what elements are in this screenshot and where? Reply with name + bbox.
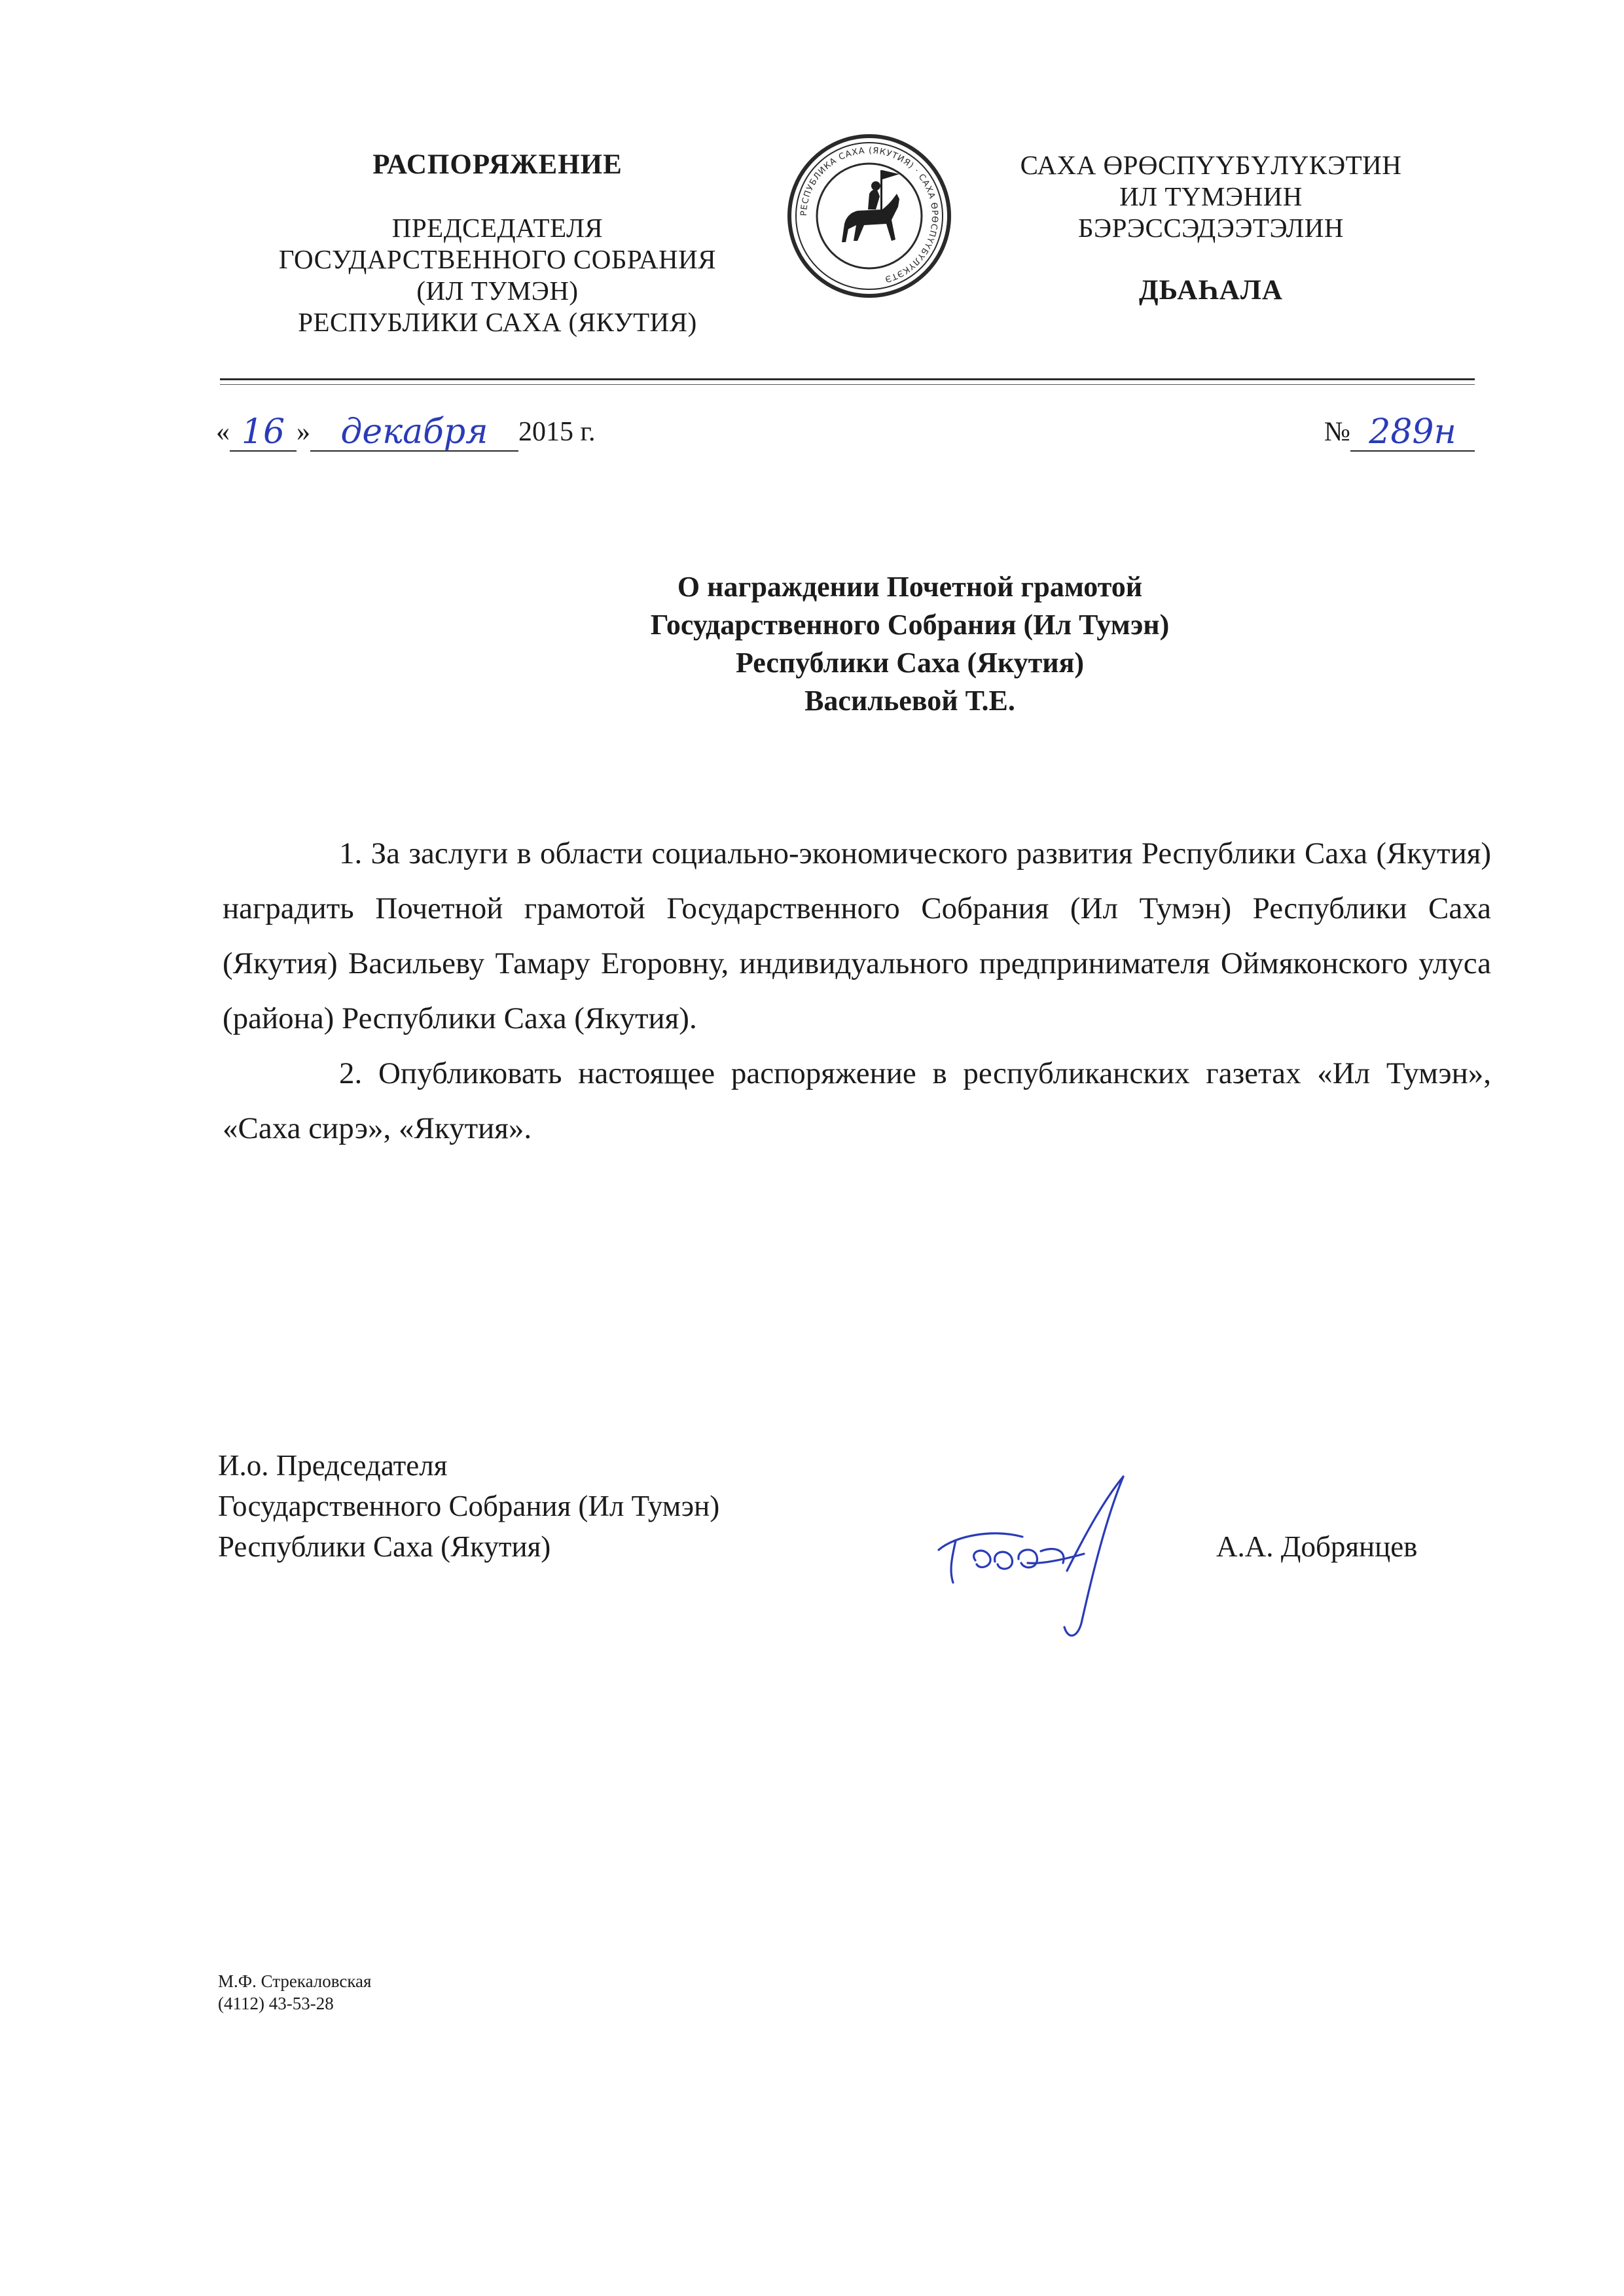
date-month-handwritten: декабря: [340, 412, 488, 452]
signatory-title-line-2: Государственного Собрания (Ил Тумэн): [218, 1490, 720, 1522]
document-type-title-yakut: ДЬАҺАЛА: [1139, 275, 1283, 306]
signatory-name: А.А. Добрянцев: [1216, 1530, 1418, 1563]
date-day-handwritten: 16: [241, 412, 285, 452]
date-open-quote: «: [216, 417, 230, 447]
number-handwritten: 289н: [1369, 412, 1456, 452]
signatory-title-line-3: Республики Саха (Якутия): [218, 1530, 551, 1563]
body-item-1: 1. За заслуги в области социально-экономического развития Республики Саха (Якутия) наградить Почетной грамотой Государственного Собрания (Ил Тумэн) Республики Саха (Якутия) Васильеву Тамару Егоровну, индивидуального предпринимателя Оймяконского улуса (района) Республики Саха (Якутия).: [223, 836, 1491, 1035]
republic-emblem: [784, 131, 954, 301]
signature-icon: [929, 1473, 1139, 1649]
signatory-title: [218, 1445, 719, 1567]
subject-line-4: Васильевой Т.Е.: [804, 685, 1015, 717]
subject-line-2: Государственного Собрания (Ил Тумэн): [650, 609, 1170, 641]
issuer-line-1: ПРЕДСЕДАТЕЛЯ: [391, 213, 604, 243]
subject-line-1: О награждении Почетной грамотой: [677, 571, 1143, 603]
issuer-yakut-line-1: САХА ӨРӨСПҮҮБҮЛҮКЭТИН: [1020, 150, 1402, 180]
document-number: [1324, 412, 1475, 452]
signatory-title-line-1: И.о. Председателя: [218, 1449, 448, 1482]
date-day-field: [230, 412, 297, 452]
executor-name: М.Ф. Стрекаловская: [218, 1971, 372, 1991]
header-left-block: [216, 149, 779, 338]
document-date: [216, 412, 596, 452]
date-month-field: [310, 412, 518, 452]
issuer-yakut-line-2: ИЛ ТҮМЭНИН: [1119, 181, 1303, 211]
issuer-yakut-line-3: БЭРЭССЭДЭЭТЭЛИН: [1078, 213, 1344, 243]
header-divider-thin: [220, 384, 1475, 385]
handwritten-signature: [929, 1473, 1139, 1649]
body-item-2: 2. Опубликовать настоящее распоряжение в республиканских газетах «Ил Тумэн», «Саха сирэ», «Якутия».: [223, 1056, 1491, 1145]
emblem-icon: [784, 131, 954, 301]
issuer-line-2: ГОСУДАРСТВЕННОГО СОБРАНИЯ: [278, 244, 717, 274]
date-close-quote: »: [297, 417, 310, 447]
subject-line-3: Республики Саха (Якутия): [735, 647, 1085, 679]
number-field: [1350, 412, 1475, 452]
executor-info: [218, 1970, 371, 2015]
document-body: [223, 826, 1491, 1156]
executor-phone: (4112) 43-53-28: [218, 1994, 334, 2013]
number-label: №: [1324, 417, 1350, 447]
issuer-line-4: РЕСПУБЛИКИ САХА (ЯКУТИЯ): [298, 307, 697, 337]
header-right-block: [975, 149, 1447, 306]
header-divider: [220, 378, 1475, 380]
issuer-line-3: (ИЛ ТУМЭН): [416, 276, 579, 306]
document-type-title: РАСПОРЯЖЕНИЕ: [372, 149, 623, 180]
document-subject: [393, 568, 1427, 720]
date-year: 2015 г.: [518, 417, 596, 447]
emblem-ring-text: РЕСПУБЛИКА САХА (ЯКУТИЯ) · САХА ӨРӨСПҮҮБҮЛҮКЭТЭ: [799, 145, 940, 285]
